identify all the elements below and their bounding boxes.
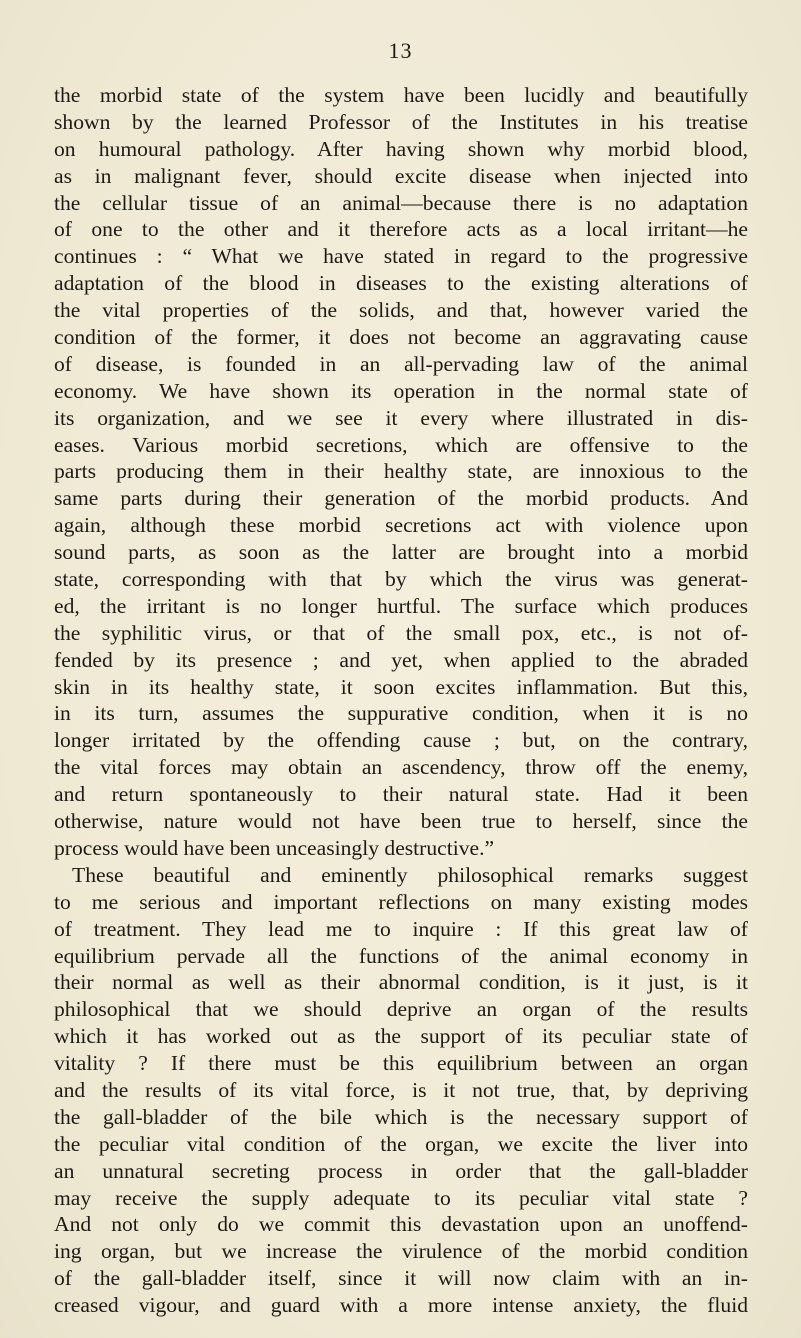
text-line: parts producing them in their healthy state, are innoxious to the [54,459,748,484]
text-line: same parts during their generation of the morbid products. And [54,486,748,511]
text-line: skin in its healthy state, it soon excites inflammation. But this, [54,674,748,699]
text-line: the syphilitic virus, or that of the small pox, etc., is not of- [54,620,748,645]
text-line: on humoural pathology. After having shown why morbid blood, [54,136,748,161]
text-line: in its turn, assumes the suppurative condition, when it is no [54,701,748,726]
text-line: longer irritated by the offending cause ; but, on the contrary, [54,728,748,753]
text-line: state, corresponding with that by which the virus was generat- [54,567,748,592]
text-line: the cellular tissue of an animal—because there is no adaptation [54,190,748,215]
text-line: continues : “ What we have stated in regard to the progressive [54,244,748,269]
text-line: of treatment. They lead me to inquire : If this great law of [54,916,748,941]
text-line: eases. Various morbid secretions, which are offensive to the [54,432,748,457]
text-line: as in malignant fever, should excite disease when injected into [54,163,748,188]
text-line: ed, the irritant is no longer hurtful. The surface which produces [54,593,748,618]
text-line: otherwise, nature would not have been true to herself, since the [54,809,748,834]
text-line: its organization, and we see it every where illustrated in dis- [54,405,748,430]
paragraph-end-line: process would have been unceasingly destructive.” [54,835,495,860]
text-line: the morbid state of the system have been lucidly and beautifully [54,83,748,107]
text-line: And not only do we commit this devastation upon an unoffend- [54,1212,748,1237]
text-line: condition of the former, it does not become an aggravating cause [54,325,748,350]
text-line: ing organ, but we increase the virulence of the morbid condition [54,1239,748,1264]
text-line: the vital forces may obtain an ascendency, throw off the enemy, [54,755,748,780]
text-line: which it has worked out as the support of its peculiar state of [54,1024,748,1049]
text-line: again, although these morbid secretions act with violence upon [54,513,748,538]
text-line: the peculiar vital condition of the organ, we excite the liver into [54,1131,748,1156]
text-line: to me serious and important reflections on many existing modes [54,889,748,914]
text-line: their normal as well as their abnormal condition, is it just, is it [54,970,748,995]
text-line: fended by its presence ; and yet, when applied to the abraded [54,647,748,672]
text-line: the gall-bladder of the bile which is the necessary support of [54,1104,748,1129]
text-line: and return spontaneously to their natural state. Had it been [54,782,748,807]
text-line: shown by the learned Professor of the Institutes in his treatise [54,109,748,134]
paragraph-start-line: These beautiful and eminently philosophical remarks suggest [72,862,748,887]
body-text [54,82,748,1319]
page-number: 13 [388,38,413,63]
text-line: philosophical that we should deprive an organ of the results [54,997,748,1022]
text-line: sound parts, as soon as the latter are brought into a morbid [54,540,748,565]
text-line: an unnatural secreting process in order that the gall-bladder [54,1158,748,1183]
text-line: adaptation of the blood in diseases to the existing alterations of [54,271,748,296]
text-line: vitality ? If there must be this equilibrium between an organ [54,1051,748,1076]
text-line: of disease, is founded in an all-pervading law of the animal [54,351,748,376]
text-line: of the gall-bladder itself, since it will now claim with an in- [54,1266,748,1291]
text-line: economy. We have shown its operation in the normal state of [54,378,748,403]
text-line: equilibrium pervade all the functions of the animal economy in [54,943,748,968]
text-line: of one to the other and it therefore acts as a local irritant—he [54,217,748,242]
text-line: and the results of its vital force, is it not true, that, by depriving [54,1077,748,1102]
text-line: may receive the supply adequate to its peculiar vital state ? [54,1185,748,1210]
text-line: the vital properties of the solids, and that, however varied the [54,298,748,323]
text-line: creased vigour, and guard with a more intense anxiety, the fluid [54,1293,748,1318]
